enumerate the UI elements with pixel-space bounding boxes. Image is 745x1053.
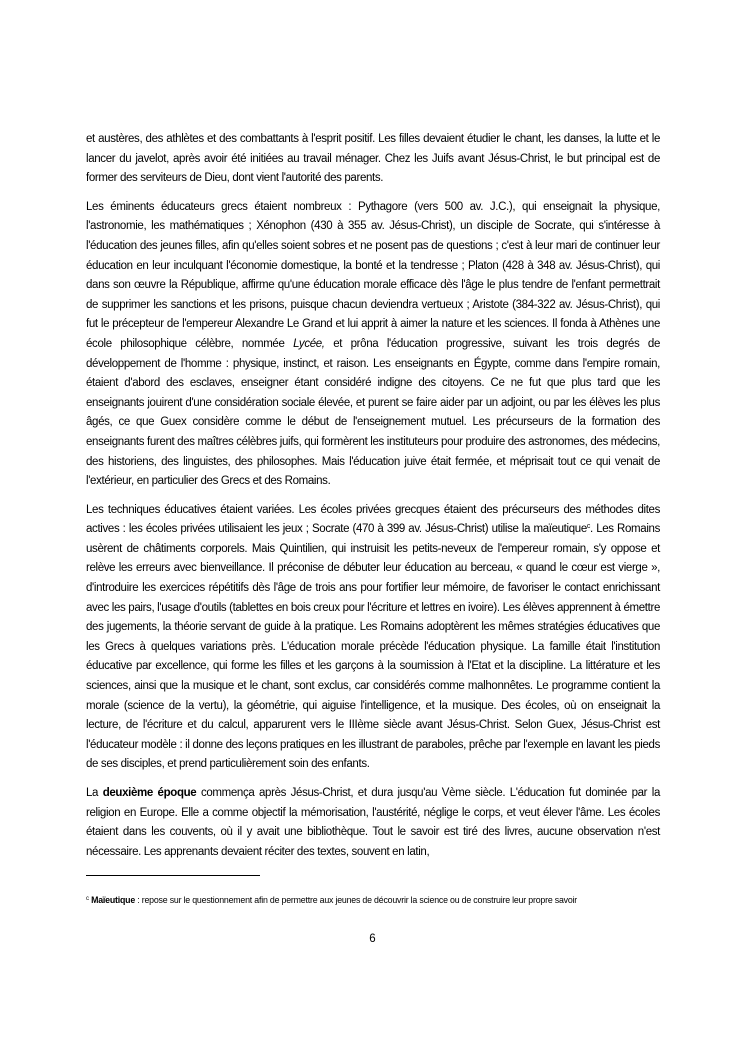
paragraph-text: Les techniques éducatives étaient variées. Les écoles privées grecques étaient des précurseurs des méthodes dites actives : les écoles privées utilisaient les jeux ; Socrate (470 à 399 av. Jésus-Christ) utilise la maïeutique <box>86 503 660 536</box>
paragraph-text-continued: et prôna l'éducation progressive, suivant les trois degrés de développement de l'homme : physique, instinct, et raison. Les enseignants en Égypte, comme dans l'empire romain, étaient d'abord des esclaves, enseigner étant considéré indigne des citoyens. Ce ne fut que plus tard que les enseignants jouirent d'une considération sociale élevée, et purent se faire aider par un adjoint, ou par les élèves les plus âgés, ce que Guex considère comme le début de l'enseignement mutuel. Les précurseurs de la formation des enseignants furent des maîtres célèbres juifs, qui formèrent les instituteurs pour produire des astronomes, des médecins, des historiens, des linguistes, des philosophes. Mais l'éducation juive était fermée, et méprisait tout ce qui venait de l'extérieur, en particulier des Grecs et des Romains. <box>86 337 661 488</box>
footnote <box>86 894 660 908</box>
footnote-text: : repose sur le questionnement afin de permettre aux jeunes de découvrir la science ou de construire leur propre savoir <box>135 895 578 905</box>
paragraph-text: Les éminents éducateurs grecs étaient nombreux : Pythagore (vers 500 av. J.C.), qui enseignait la physique, l'astronomie, les mathématiques ; Xénophon (430 à 355 av. Jésus-Christ), un disciple de Socrate, qui s'intéresse à l'éducation des jeunes filles, afin qu'elles soient sobres et ne posent pas de questions ; c'est à leur mari de continuer leur éducation en leur inculquant l'économie domestique, la bonté et la tendresse ; Platon (428 à 348 av. Jésus-Christ), qui dans son œuvre la République, affirme qu'une éducation morale efficace dès l'âge le plus tendre de l'enfant permettrait de supprimer les sanctions et les prisons, puisque chacun deviendra vertueux ; Aristote (384-322 av. Jésus-Christ), qui fut le précepteur de l'empereur Alexandre Le Grand et lui apprit à aimer la nature et les sciences. Il fonda à Athènes une école philosophique célèbre, nommée <box>86 200 660 350</box>
footnote-separator <box>86 875 260 876</box>
paragraph-4 <box>86 784 660 862</box>
body-text <box>86 130 660 862</box>
paragraph-text: La <box>86 787 103 799</box>
footnote-marker: c <box>86 896 89 902</box>
bold-term-deuxieme-epoque: deuxième époque <box>102 787 197 799</box>
page-number: 6 <box>369 933 376 945</box>
footnote-term: Maïeutique <box>91 895 136 905</box>
paragraph-text-continued: . Les Romains usèrent de châtiments corporels. Mais Quintilien, qui instruisit les petits-neveux de l'empereur romain, s'y oppose et relève les erreurs avec bienveillance. Il préconise de débuter leur éducation au berceau, « quand le cœur est vierge », d'introduire les exercices répétitifs dès l'âge de trois ans pour fortifier leur mémoire, de favoriser le contact enrichissant avec les pairs, l'usage d'outils (tablettes en bois creux pour l'écriture et lettres en ivoire). Les élèves apprennent à émettre des jugements, la théorie servant de guide à la pratique. Les Romains adoptèrent les mêmes stratégies éducatives que les Grecs à quelques variations près. L'éducation morale précède l'éducation physique. La famille était l'institution éducative par excellence, qui forme les filles et les garçons à la soumission à l'Etat et la discipline. La littérature et les sciences, ainsi que la musique et le chant, sont exclus, car considérés comme malhonnêtes. Le programme contient la morale (science de la vertu), la géométrie, qui aiguise l'intelligence, et la musique. Des écoles, où on enseignait la lecture, de l'écriture et du calcul, apparurent vers le IIIème siècle avant Jésus-Christ. Selon Guex, Jésus-Christ est l'éducateur modèle : il donne des leçons pratiques en les illustrant de paraboles, prêche par l'exemple en lavant les pieds de ses disciples, et prend particulièrement soin des enfants. <box>86 523 660 771</box>
italic-term-lycee: Lycée, <box>293 337 325 350</box>
paragraph-1 <box>86 130 660 189</box>
paragraph-text: et austères, des athlètes et des combattants à l'esprit positif. Les filles devaient étudier le chant, les danses, la lutte et le lancer du javelot, après avoir été initiées au travail ménager. Chez les Juifs avant Jésus-Christ, le but principal est de former des serviteurs de Dieu, dont vient l'autorité des parents. <box>86 133 660 185</box>
footnote-reference: c <box>586 523 591 531</box>
paragraph-3 <box>86 501 660 775</box>
paragraph-text-continued: commença après Jésus-Christ, et dura jusqu'au Vème siècle. L'éducation fut dominée par la religion en Europe. Elle a comme objectif la mémorisation, l'austérité, néglige le corps, et veut élever l'âme. Les écoles étaient dans les couvents, où il y avait une bibliothèque. Tout le savoir est tiré des livres, aucune observation n'est nécessaire. Les apprenants devaient réciter des textes, souvent en latin, <box>86 787 661 858</box>
paragraph-2 <box>86 198 660 492</box>
